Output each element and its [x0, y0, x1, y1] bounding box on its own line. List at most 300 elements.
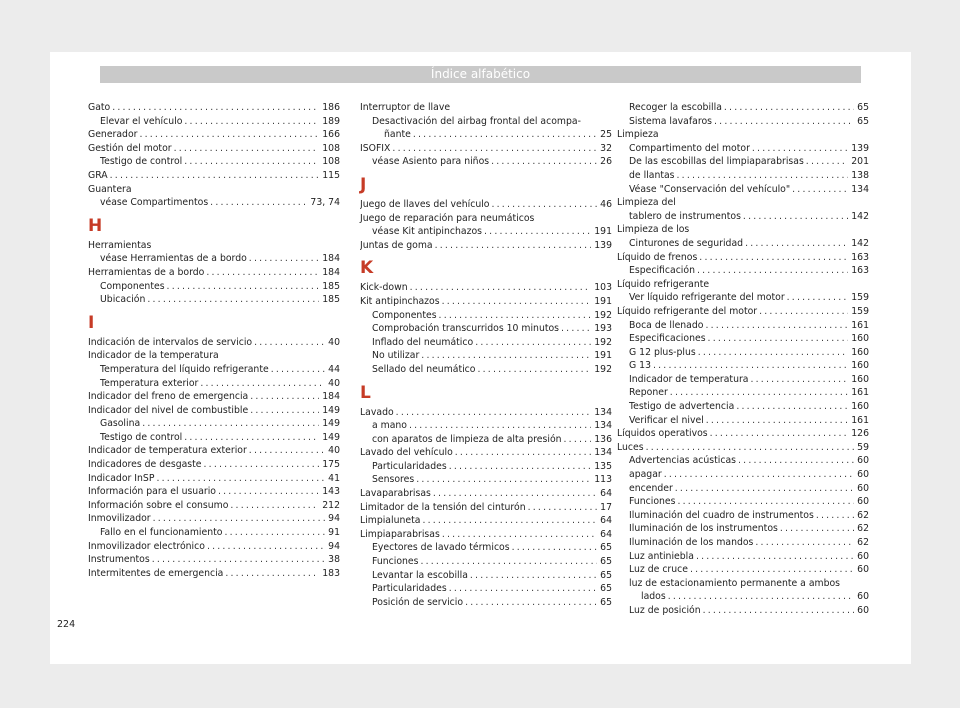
dot-leader: [696, 550, 854, 564]
entry-term: Temperatura exterior: [100, 377, 199, 389]
entry-page-ref: 62: [857, 509, 869, 521]
dot-leader: [207, 540, 325, 554]
entry-term: Luces: [617, 441, 644, 453]
entry-term: Temperatura del líquido refrigerante: [100, 363, 269, 375]
entry-term: Particularidades: [372, 460, 447, 472]
entry-term: Iluminación de los mandos: [629, 537, 754, 548]
dot-leader: [184, 115, 319, 129]
entry-page-ref: 65: [600, 596, 612, 608]
section-letter-k: K: [360, 258, 374, 279]
entry-term: ñante: [384, 129, 411, 141]
index-entry: [360, 101, 612, 115]
dot-leader: [484, 225, 591, 239]
entry-term: Indicadores de desgaste: [88, 459, 202, 471]
index-entry: [88, 390, 340, 404]
index-entry: [88, 472, 340, 486]
index-entry: [360, 419, 612, 433]
entry-term: Componentes: [100, 280, 165, 292]
index-entry: [360, 115, 612, 129]
entry-page-ref: 163: [851, 251, 869, 263]
dot-leader: [204, 458, 320, 472]
index-entry: [617, 305, 869, 319]
dot-leader: [743, 210, 848, 224]
index-entry: [88, 115, 340, 129]
entry-term: Información sobre el consumo: [88, 499, 229, 511]
entry-term: Véase "Conservación del vehículo": [629, 183, 791, 195]
index-entry: [88, 196, 340, 210]
index-entry: [617, 359, 869, 373]
index-entry: [88, 431, 340, 445]
page-number: 224: [57, 619, 76, 630]
entry-page-ref: 115: [322, 169, 340, 181]
index-entry: [360, 446, 612, 460]
index-entry: [617, 183, 869, 197]
index-entry: [88, 266, 340, 280]
entry-page-ref: 139: [851, 142, 869, 154]
entry-term: a mano: [372, 420, 407, 432]
entry-page-ref: 41: [328, 472, 340, 484]
entry-page-ref: 163: [851, 265, 869, 277]
index-entry: [617, 441, 869, 455]
entry-page-ref: 149: [322, 431, 340, 443]
index-entry: [360, 212, 612, 226]
index-page: [50, 52, 911, 664]
dot-leader: [156, 472, 325, 486]
entry-term: No utilizar: [372, 350, 420, 362]
section-letter-i: I: [88, 312, 95, 333]
index-entry: [360, 295, 612, 309]
entry-term: De las escobillas del limpiaparabrisas: [629, 156, 804, 168]
index-entry: [360, 128, 612, 142]
page-title: Índice alfabético: [430, 67, 531, 81]
index-entry: [617, 319, 869, 333]
index-entry: [617, 563, 869, 577]
entry-term: Limpialuneta: [360, 515, 421, 527]
dot-leader: [225, 567, 319, 581]
entry-term: Kick-down: [360, 282, 408, 294]
index-entry: [617, 101, 869, 115]
index-entry: [88, 512, 340, 526]
dot-leader: [250, 390, 319, 404]
dot-leader: [677, 495, 854, 509]
index-entry: [617, 223, 869, 237]
dot-leader: [755, 536, 854, 550]
entry-page-ref: 161: [851, 319, 869, 331]
dot-leader: [528, 501, 598, 515]
entry-term: Desactivación del airbag frontal del acompa-: [372, 115, 581, 127]
entry-page-ref: 166: [322, 129, 340, 141]
entry-page-ref: 160: [851, 346, 869, 358]
dot-leader: [677, 169, 849, 183]
index-entry: [617, 155, 869, 169]
dot-leader: [699, 251, 848, 265]
dot-leader: [455, 446, 591, 460]
index-entry: [617, 400, 869, 414]
entry-page-ref: 159: [851, 292, 869, 304]
entry-term: Juego de reparación para neumáticos: [360, 212, 535, 224]
entry-term: Limpieza de los: [617, 224, 690, 236]
index-entry: [617, 346, 869, 360]
index-entry: [617, 115, 869, 129]
entry-page-ref: 60: [857, 496, 869, 508]
index-entry: [360, 555, 612, 569]
entry-page-ref: 46: [600, 198, 612, 210]
entry-page-ref: 26: [600, 156, 612, 168]
dot-leader: [512, 541, 598, 555]
entry-term: Juego de llaves del vehículo: [360, 198, 490, 210]
dot-leader: [653, 359, 848, 373]
entry-term: Líquidos operativos: [617, 428, 708, 440]
entry-page-ref: 160: [851, 333, 869, 345]
dot-leader: [710, 427, 849, 441]
entry-group: [617, 101, 869, 618]
index-entry: [88, 169, 340, 183]
entry-term: Particularidades: [372, 583, 447, 595]
index-entry: [88, 377, 340, 391]
entry-term: G 12 plus-plus: [629, 346, 696, 358]
dot-leader: [664, 468, 854, 482]
entry-term: de llantas: [629, 169, 675, 181]
entry-page-ref: 183: [322, 567, 340, 579]
index-entry: [617, 482, 869, 496]
index-entry: [88, 499, 340, 513]
entry-page-ref: 184: [322, 391, 340, 403]
dot-leader: [442, 528, 597, 542]
dot-leader: [561, 322, 591, 336]
entry-term: Componentes: [372, 309, 437, 321]
index-entry: [617, 142, 869, 156]
entry-page-ref: 65: [857, 115, 869, 127]
entry-page-ref: 191: [594, 295, 612, 307]
dot-leader: [816, 509, 854, 523]
entry-term: Funciones: [629, 496, 676, 508]
index-entry: [360, 155, 612, 169]
index-entry: [360, 460, 612, 474]
entry-term: Limpieza: [617, 129, 659, 141]
entry-page-ref: 113: [594, 474, 612, 486]
dot-leader: [697, 264, 848, 278]
index-entry: [360, 322, 612, 336]
entry-term: Iluminación de los instrumentos: [629, 523, 778, 535]
entry-term: Información para el usuario: [88, 486, 216, 498]
entry-page-ref: 185: [322, 294, 340, 306]
index-entry: [617, 454, 869, 468]
index-entry: [617, 427, 869, 441]
dot-leader: [477, 363, 591, 377]
entry-page-ref: 64: [600, 528, 612, 540]
entry-page-ref: 139: [594, 239, 612, 251]
dot-leader: [705, 319, 848, 333]
dot-leader: [439, 309, 592, 323]
index-entry: [617, 169, 869, 183]
dot-leader: [167, 280, 320, 294]
entry-page-ref: 62: [857, 537, 869, 548]
index-entry: [617, 522, 869, 536]
index-entry: [360, 281, 612, 295]
entry-term: Generador: [88, 129, 138, 141]
dot-leader: [230, 499, 319, 513]
entry-term: Líquido refrigerante del motor: [617, 305, 758, 317]
dot-leader: [752, 142, 848, 156]
entry-term: Compartimento del motor: [629, 142, 750, 154]
dot-leader: [254, 336, 325, 350]
entry-page-ref: 40: [328, 336, 340, 348]
entry-page-ref: 91: [328, 527, 340, 539]
entry-page-ref: 161: [851, 387, 869, 399]
dot-leader: [703, 604, 855, 618]
entry-term: Indicador de temperatura exterior: [88, 445, 247, 457]
index-entry: [617, 509, 869, 523]
dot-leader: [442, 295, 592, 309]
entry-page-ref: 65: [857, 102, 869, 113]
entry-page-ref: 32: [600, 142, 612, 154]
dot-leader: [184, 155, 319, 169]
entry-page-ref: 201: [851, 156, 869, 168]
entry-term: Kit antipinchazos: [360, 295, 440, 307]
entry-page-ref: 134: [594, 406, 612, 418]
index-entry: [360, 541, 612, 555]
entry-page-ref: 160: [851, 360, 869, 372]
entry-page-ref: 159: [851, 305, 869, 317]
entry-page-ref: 65: [600, 583, 612, 595]
dot-leader: [708, 332, 849, 346]
index-entry: [360, 406, 612, 420]
index-entry: [617, 237, 869, 251]
entry-page-ref: 103: [594, 282, 612, 294]
dot-leader: [780, 522, 854, 536]
dot-leader: [420, 555, 597, 569]
index-entry: [617, 128, 869, 142]
dot-leader: [396, 406, 592, 420]
index-entry: [88, 252, 340, 266]
entry-term: Cinturones de seguridad: [629, 237, 744, 249]
entry-term: Lavado del vehículo: [360, 447, 453, 459]
entry-term: Especificación: [629, 265, 695, 277]
entry-page-ref: 186: [322, 102, 340, 113]
entry-term: véase Asiento para niños: [372, 156, 490, 168]
entry-term: Ubicación: [100, 294, 146, 306]
index-entry: [88, 155, 340, 169]
entry-page-ref: 62: [857, 523, 869, 535]
dot-leader: [152, 553, 325, 567]
index-entry: [360, 336, 612, 350]
dot-leader: [413, 128, 597, 142]
index-entry: [617, 536, 869, 550]
entry-term: Líquido de frenos: [617, 251, 698, 263]
entry-page-ref: 138: [851, 169, 869, 181]
entry-page-ref: 60: [857, 482, 869, 494]
index-entry: [617, 196, 869, 210]
index-entry: [617, 373, 869, 387]
dot-leader: [147, 293, 319, 307]
dot-leader: [646, 441, 855, 455]
section-letter-h: H: [88, 215, 103, 236]
entry-page-ref: 212: [322, 499, 340, 511]
entry-page-ref: 192: [594, 363, 612, 375]
index-entry: [617, 577, 869, 591]
dot-leader: [435, 239, 592, 253]
entry-term: Herramientas de a bordo: [88, 266, 205, 278]
entry-page-ref: 60: [857, 591, 869, 603]
dot-leader: [714, 115, 854, 129]
entry-page-ref: 60: [857, 469, 869, 481]
entry-term: Sellado del neumático: [372, 363, 476, 375]
entry-group: [360, 406, 612, 610]
entry-term: Gestión del motor: [88, 142, 172, 154]
entry-page-ref: 136: [594, 433, 612, 445]
entry-term: véase Kit antipinchazos: [372, 226, 483, 238]
dot-leader: [745, 237, 848, 251]
index-column-2: [360, 101, 612, 609]
dot-leader: [449, 460, 592, 474]
dot-leader: [271, 363, 325, 377]
entry-term: véase Herramientas de a bordo: [100, 253, 247, 265]
dot-leader: [210, 196, 307, 210]
entry-page-ref: 134: [594, 447, 612, 459]
entry-group: [88, 336, 340, 581]
entry-term: Indicador del nivel de combustible: [88, 404, 249, 416]
entry-term: Reponer: [629, 387, 668, 399]
index-entry: [360, 514, 612, 528]
index-entry: [88, 101, 340, 115]
index-entry: [88, 280, 340, 294]
index-entry: [617, 604, 869, 618]
entry-term: Juntas de goma: [360, 239, 433, 251]
entry-page-ref: 184: [322, 266, 340, 278]
entry-term: Gasolina: [100, 418, 141, 430]
index-entry: [88, 142, 340, 156]
entry-term: Inmovilizador: [88, 513, 151, 525]
index-entry: [617, 590, 869, 604]
index-entry: [360, 487, 612, 501]
entry-page-ref: 40: [328, 377, 340, 389]
index-entry: [617, 278, 869, 292]
dot-leader: [564, 433, 592, 447]
entry-page-ref: 184: [322, 253, 340, 265]
dot-leader: [206, 266, 319, 280]
dot-leader: [751, 373, 849, 387]
dot-leader: [224, 526, 325, 540]
index-entry: [617, 495, 869, 509]
entry-term: Indicador de temperatura: [629, 373, 749, 385]
dot-leader: [249, 444, 325, 458]
entry-term: Elevar el vehículo: [100, 115, 183, 127]
entry-term: Indicador del freno de emergencia: [88, 391, 249, 403]
entry-term: Levantar la escobilla: [372, 569, 468, 581]
dot-leader: [392, 142, 597, 156]
index-entry: [88, 458, 340, 472]
index-entry: [360, 569, 612, 583]
dot-leader: [670, 386, 848, 400]
entry-page-ref: 192: [594, 336, 612, 348]
entry-group: [360, 101, 612, 169]
dot-leader: [416, 473, 591, 487]
index-entry: [88, 128, 340, 142]
index-entry: [617, 550, 869, 564]
index-entry: [360, 596, 612, 610]
index-entry: [617, 210, 869, 224]
index-entry: [88, 293, 340, 307]
dot-leader: [470, 569, 597, 583]
index-entry: [88, 444, 340, 458]
entry-term: G 13: [629, 360, 651, 372]
index-entry: [617, 386, 869, 400]
index-entry: [88, 239, 340, 253]
dot-leader: [409, 419, 591, 433]
entry-term: Luz de posición: [629, 604, 701, 616]
entry-page-ref: 94: [328, 540, 340, 552]
entry-page-ref: 64: [600, 515, 612, 527]
dot-leader: [690, 563, 854, 577]
index-entry: [88, 336, 340, 350]
entry-page-ref: 65: [600, 569, 612, 581]
dot-leader: [759, 305, 848, 319]
index-entry: [360, 473, 612, 487]
entry-page-ref: 160: [851, 373, 869, 385]
entry-term: Limpiaparabrisas: [360, 528, 440, 540]
dot-leader: [250, 404, 319, 418]
entry-group: [360, 198, 612, 252]
entry-term: Posición de servicio: [372, 596, 464, 608]
entry-term: Especificaciones: [629, 333, 706, 345]
entry-page-ref: 160: [851, 401, 869, 413]
entry-term: Lavaparabrisas: [360, 488, 431, 500]
dot-leader: [410, 281, 592, 295]
index-entry: [360, 501, 612, 515]
entry-term: con aparatos de limpieza de alta presión: [372, 433, 562, 445]
entry-page-ref: 189: [322, 115, 340, 127]
index-entry: [617, 251, 869, 265]
entry-term: véase Compartimentos: [100, 197, 209, 209]
dot-leader: [792, 183, 848, 197]
entry-page-ref: 38: [328, 554, 340, 566]
dot-leader: [738, 454, 854, 468]
entry-page-ref: 193: [594, 323, 612, 335]
index-entry: [360, 225, 612, 239]
entry-term: lados: [641, 591, 666, 603]
entry-term: luz de estacionamiento permanente a ambos: [629, 577, 841, 589]
entry-page-ref: 134: [594, 420, 612, 432]
entry-term: Eyectores de lavado térmicos: [372, 542, 510, 554]
entry-term: Ver líquido refrigerante del motor: [629, 292, 785, 304]
entry-term: Advertencias acústicas: [629, 455, 737, 467]
entry-term: GRA: [88, 169, 108, 181]
dot-leader: [421, 349, 591, 363]
dot-leader: [433, 487, 597, 501]
index-entry: [88, 349, 340, 363]
dot-leader: [422, 514, 597, 528]
index-entry: [617, 468, 869, 482]
index-entry: [88, 183, 340, 197]
entry-page-ref: 161: [851, 414, 869, 426]
entry-term: Lavado: [360, 406, 394, 418]
dot-leader: [736, 400, 848, 414]
entry-page-ref: 149: [322, 418, 340, 430]
entry-term: Limitador de la tensión del cinturón: [360, 501, 526, 513]
entry-page-ref: 94: [328, 513, 340, 525]
dot-leader: [249, 252, 319, 266]
entry-term: encender: [629, 482, 673, 494]
entry-page-ref: 73, 74: [310, 197, 340, 209]
entry-page-ref: 64: [600, 488, 612, 500]
entry-term: Iluminación del cuadro de instrumentos: [629, 509, 814, 521]
entry-page-ref: 17: [600, 501, 612, 513]
entry-page-ref: 60: [857, 455, 869, 467]
entry-term: apagar: [629, 469, 662, 481]
dot-leader: [200, 377, 325, 391]
index-entry: [88, 526, 340, 540]
entry-term: Líquido refrigerante: [617, 278, 710, 290]
